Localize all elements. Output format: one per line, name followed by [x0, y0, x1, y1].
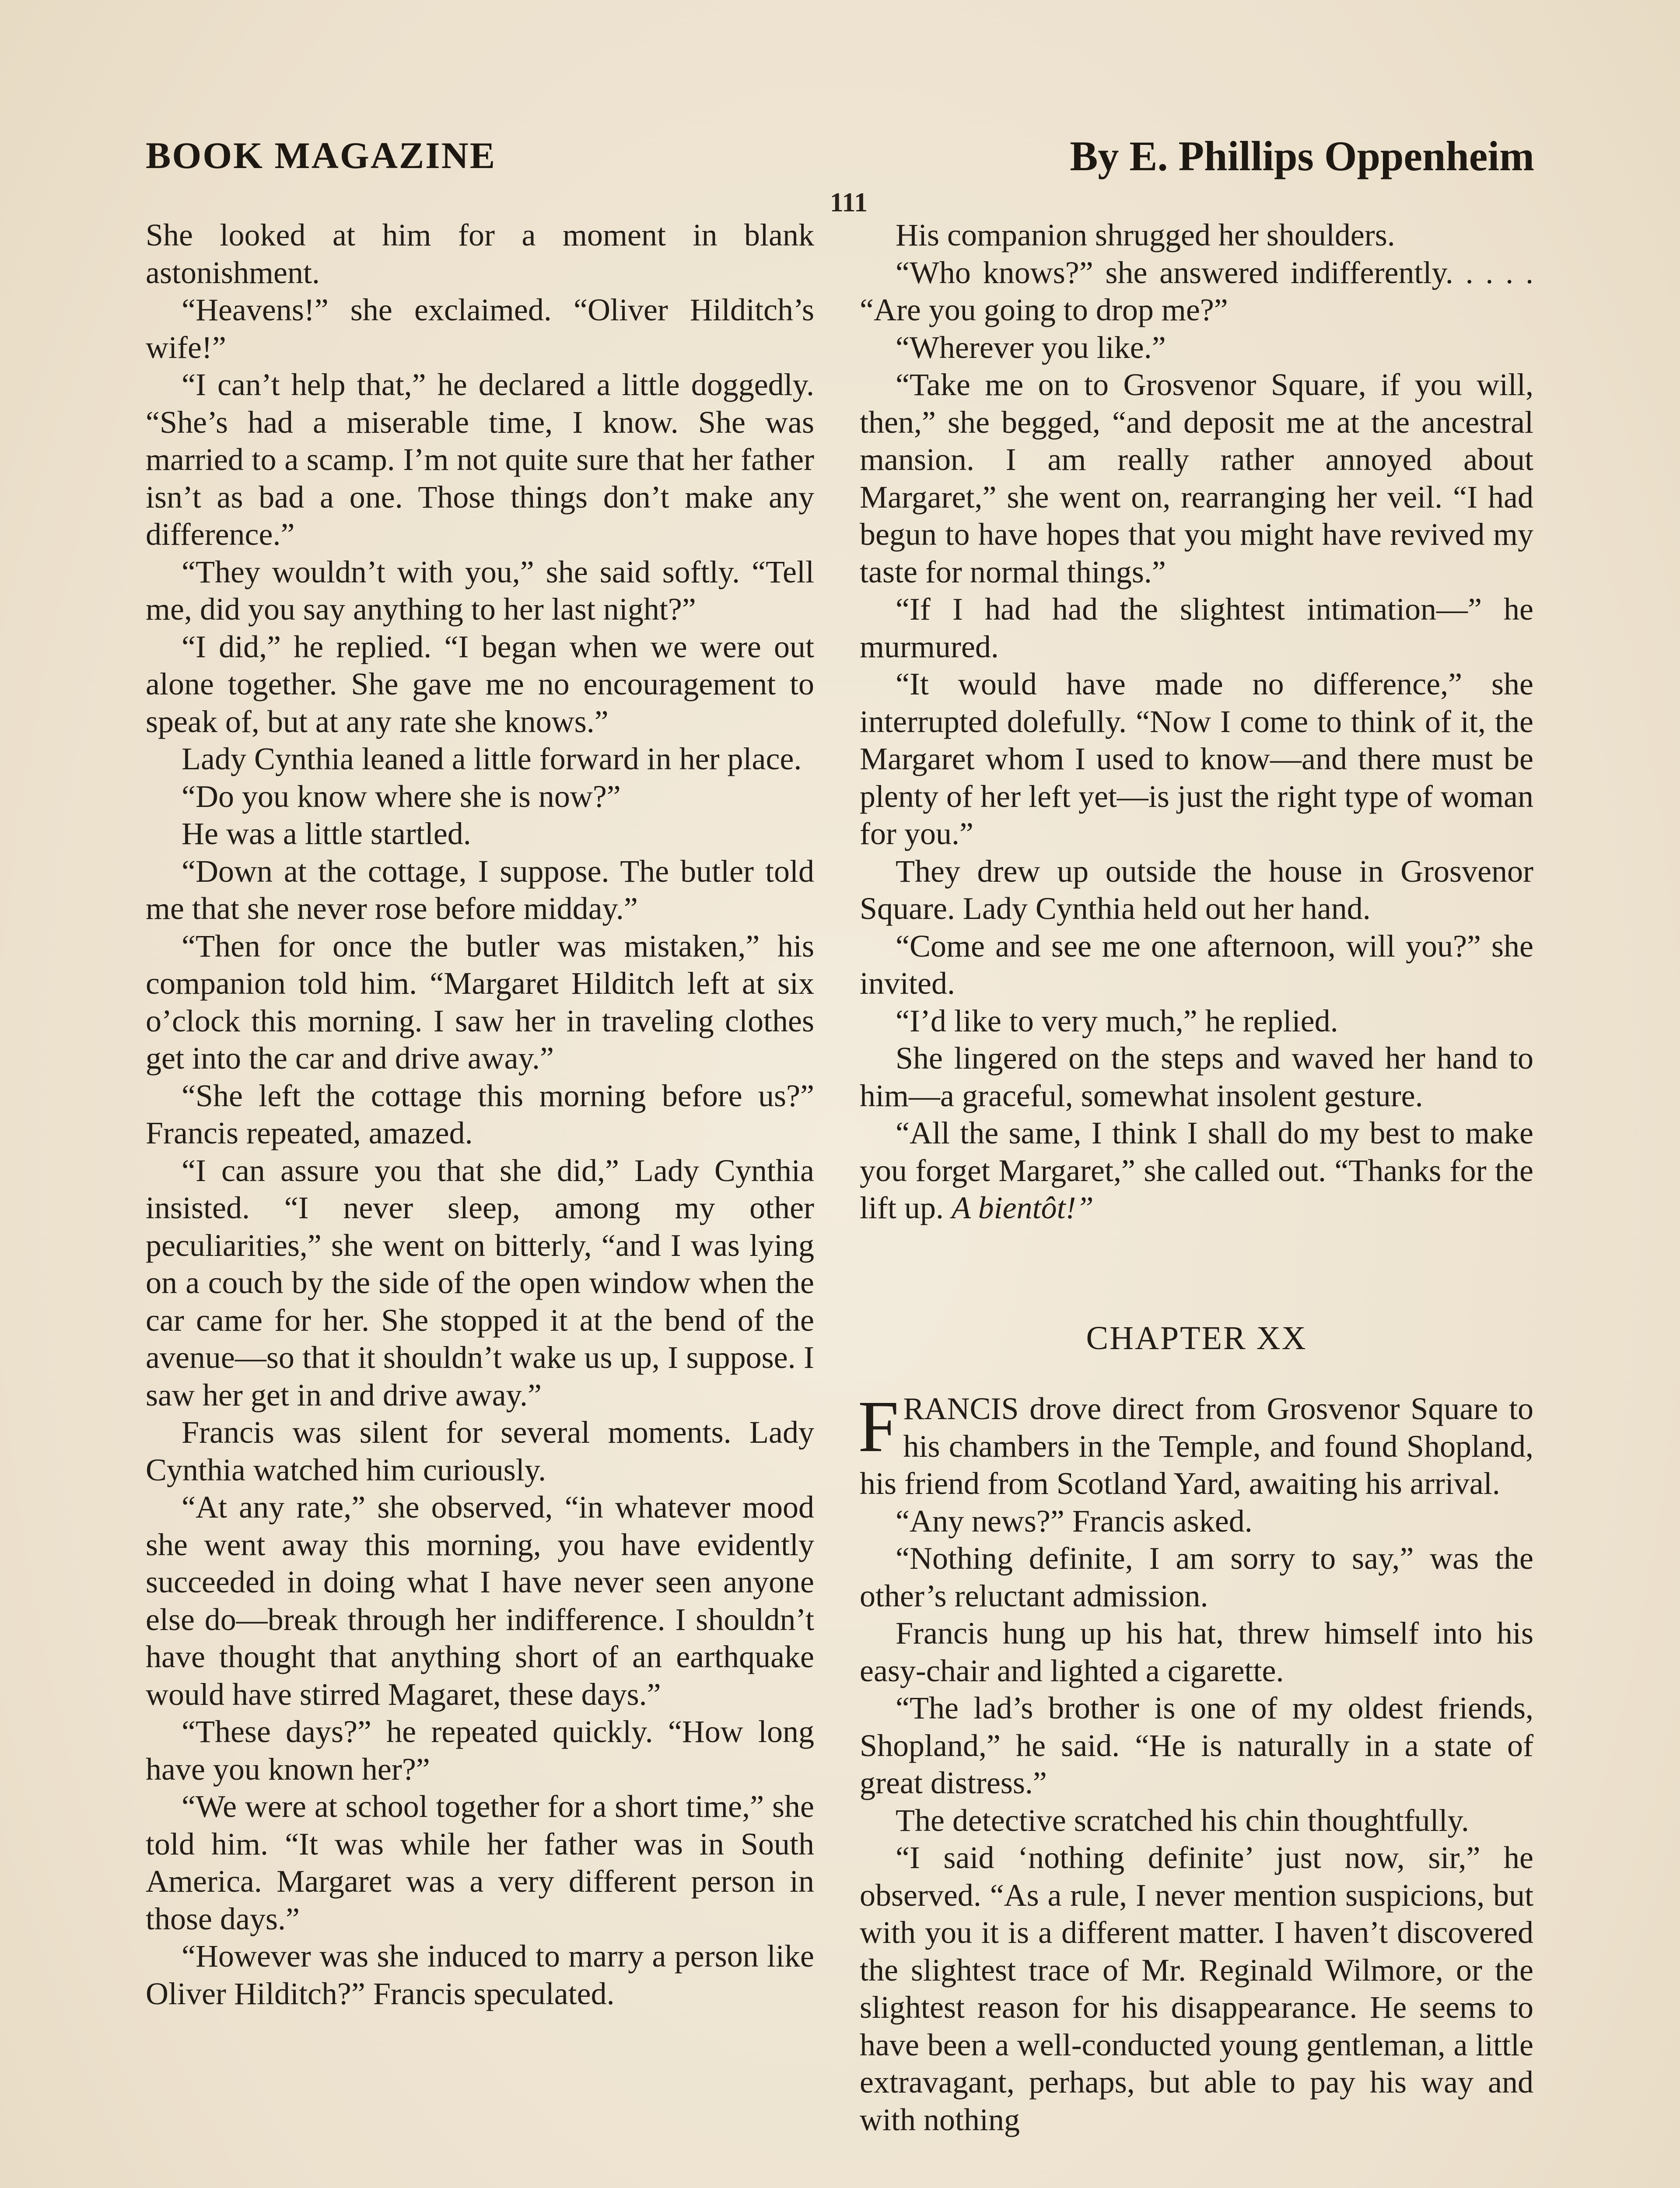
paragraph: “Take me on to Grosvenor Square, if you will, then,” she begged, “and deposit me at the ancestral mansion. I am really rather annoyed about Margaret,” she went on, rearranging her veil. “I had begun to have hopes that you might have revived my taste for normal things.”	[860, 367, 1533, 589]
left-column	[146, 217, 814, 2013]
chapter-heading: CHAPTER XX	[1086, 1319, 1307, 1357]
drop-cap: F	[858, 1386, 899, 1467]
paragraph: “I can assure you that she did,” Lady Cynthia insisted. “I never sleep, among my other peculiarities,” she went on bitterly, “and I was lying on a couch by the side of the open window when the car came for her. She stopped it at the bend of the avenue—so that it shouldn’t wake us up, I suppose. I saw her get in and drive away.”	[146, 1153, 814, 1413]
paragraph: Lady Cynthia leaned a little forward in her place.	[182, 741, 802, 776]
chapter-opening-paragraph	[858, 1386, 1533, 1503]
paragraph: “They wouldn’t with you,” she said softly. “Tell me, did you say anything to her last night?”	[146, 554, 814, 627]
paragraph: “Who knows?” she answered indifferently. . . . . “Are you going to drop me?”	[860, 255, 1533, 327]
paragraph: Francis hung up his hat, threw himself into his easy-chair and lighted a cigarette.	[860, 1616, 1533, 1688]
running-head	[146, 133, 1534, 182]
paragraph: She looked at him for a moment in blank astonishment.	[146, 217, 814, 290]
paragraph: “If I had had the slightest intimation—” he murmured.	[860, 592, 1533, 664]
paragraph: “We were at school together for a short time,” she told him. “It was while her father was in South America. Margaret was a very different person in those days.”	[146, 1789, 814, 1936]
right-column	[860, 217, 1533, 2139]
author-byline: By E. Phillips Oppenheim	[1070, 133, 1534, 179]
magazine-title: BOOK MAGAZINE	[146, 134, 497, 176]
paragraph: “Heavens!” she exclaimed. “Oliver Hilditch’s wife!”	[146, 292, 814, 365]
paragraph-text: “All the same, I think I shall do my best to make you forget Margaret,” she called out. “Thanks for the lift up.	[860, 1115, 1533, 1225]
paragraph: “She left the cottage this morning before us?” Francis repeated, amazed.	[146, 1078, 814, 1150]
paragraph: “It would have made no difference,” she interrupted dolefully. “Now I come to think of it, the Margaret whom I used to know—and there must be plenty of her left yet—is just the right type of woman for you.”	[860, 666, 1533, 851]
paragraph: “I can’t help that,” he declared a little doggedly. “She’s had a miserable time, I know. She was married to a scamp. I’m not quite sure that her father isn’t as bad a one. Those things don’t make any difference.”	[146, 367, 814, 552]
paragraph: “I’d like to very much,” he replied.	[896, 1003, 1338, 1038]
paragraph: “These days?” he repeated quickly. “How long have you known her?”	[146, 1714, 814, 1787]
paragraph: “I did,” he replied. “I began when we were out alone together. She gave me no encouragement to speak of, but at any rate she knows.”	[146, 629, 814, 739]
paragraph: “Come and see me one afternoon, will you?” she invited.	[860, 928, 1533, 1001]
paragraph: “The lad’s brother is one of my oldest friends, Shopland,” he said. “He is naturally in a state of great distress.”	[860, 1690, 1533, 1800]
paragraph: He was a little startled.	[182, 816, 471, 851]
italic-farewell: A bientôt!”	[952, 1190, 1094, 1225]
paragraph: Francis was silent for several moments. Lady Cynthia watched him curiously.	[146, 1415, 814, 1487]
paragraph: “Do you know where she is now?”	[182, 778, 621, 814]
paragraph: She lingered on the steps and waved her hand to him—a graceful, somewhat insolent gesture.	[860, 1041, 1533, 1113]
paragraph: “I said ‘nothing definite’ just now, sir,” he observed. “As a rule, I never mention suspicions, but with you it is a different matter. I haven’t discovered the slightest trace of Mr. Reginald Wilmore, or the slightest reason for his disappearance. He seems to have been a well-conducted young gentleman, a little extravagant, perhaps, but able to pay his way and with nothing	[860, 1840, 1533, 2137]
paragraph-text: RANCIS drove direct from Grosvenor Square to his chambers in the Temple, and found Shopland, his friend from Scotland Yard, awaiting his arrival.	[860, 1391, 1533, 1501]
paragraph: “Then for once the butler was mistaken,” his companion told him. “Margaret Hilditch left at six o’clock this morning. I saw her in traveling clothes get into the car and drive away.”	[146, 928, 814, 1076]
paragraph: They drew up outside the house in Grosvenor Square. Lady Cynthia held out her hand.	[860, 853, 1533, 926]
page-number: 111	[830, 188, 868, 217]
paragraph: “However was she induced to marry a person like Oliver Hilditch?” Francis speculated.	[146, 1939, 814, 2011]
paragraph	[860, 1115, 1533, 1227]
paragraph: The detective scratched his chin thoughtfully.	[896, 1802, 1469, 1838]
paragraph: “Nothing definite, I am sorry to say,” was the other’s reluctant admission.	[860, 1541, 1533, 1613]
paragraph: “At any rate,” she observed, “in whatever mood she went away this morning, you have evidently succeeded in doing what I have never seen anyone else do—break through her indifference. I shouldn’t have thought that anything short of an earthquake would have stirred Magaret, these days.”	[146, 1490, 814, 1712]
paragraph: His companion shrugged her shoulders.	[896, 217, 1395, 252]
paragraph: “Down at the cottage, I suppose. The butler told me that she never rose before midday.”	[146, 853, 814, 926]
paragraph: “Wherever you like.”	[896, 330, 1166, 365]
paragraph: “Any news?” Francis asked.	[896, 1503, 1253, 1539]
